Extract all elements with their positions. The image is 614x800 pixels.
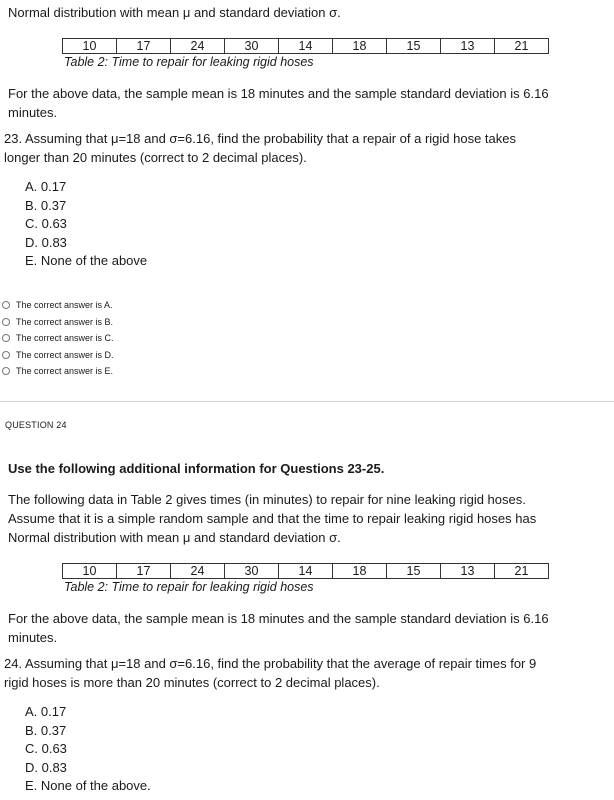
choice-c: C. 0.63 [25,741,67,756]
answer-option-e[interactable] [2,363,114,380]
choice-c: C. 0.63 [25,216,67,231]
q23-intro-tail: Normal distribution with mean μ and standard deviation σ. [8,5,341,20]
radio-button[interactable] [2,367,10,375]
table-row [63,39,549,54]
text-line: longer than 20 minutes (correct to 2 decimal places). [4,150,307,165]
text-line: For the above data, the sample mean is 18 minutes and the sample standard deviation is 6.16 [8,611,549,626]
text-line: 24. Assuming that μ=18 and σ=6.16, find the probability that the average of repair times for 9 [4,656,537,671]
radio-button[interactable] [2,334,10,342]
q23-choices [25,178,147,271]
table-cell: 10 [63,39,117,54]
q23-table-caption: Table 2: Time to repair for leaking rigid hoses [64,55,314,69]
table-cell: 13 [441,39,495,54]
radio-button[interactable] [2,351,10,359]
q23-stats-text [8,84,549,122]
table-cell: 24 [171,39,225,54]
table-cell: 15 [387,564,441,579]
choice-b: B. 0.37 [25,722,67,738]
q23-answer-options [2,297,114,380]
table-cell: 18 [333,39,387,54]
answer-option-a[interactable] [2,297,114,314]
table-cell: 18 [333,564,387,579]
q24-description [8,490,536,547]
text-line: The following data in Table 2 gives times (in minutes) to repair for nine leaking rigid hoses. [8,492,526,507]
table-cell: 14 [279,39,333,54]
q24-data-table [62,563,549,579]
answer-label: The correct answer is E. [16,366,114,377]
radio-button[interactable] [2,318,10,326]
table-cell: 13 [441,564,495,579]
question-24-header: QUESTION 24 [5,420,67,430]
q23-data-table [62,38,549,54]
table-cell: 30 [225,564,279,579]
text-line: Normal distribution with mean μ and standard deviation σ. [8,530,341,545]
q24-stats-text [8,609,549,647]
table-cell: 21 [495,39,549,54]
q24-choices [25,703,151,796]
text-line: For the above data, the sample mean is 18 minutes and the sample standard deviation is 6.16 [8,86,549,101]
table-row [63,564,549,579]
choice-a: A. 0.17 [25,704,67,719]
answer-label: The correct answer is B. [16,316,114,327]
answer-label: The correct answer is C. [16,333,114,344]
choice-d: D. 0.83 [25,759,67,775]
table-cell: 15 [387,39,441,54]
answer-option-b[interactable] [2,314,114,331]
text-line: 23. Assuming that μ=18 and σ=6.16, find the probability that a repair of a rigid hose takes [4,131,517,146]
text-line: minutes. [8,105,58,120]
table-cell: 10 [63,564,117,579]
q24-table-caption: Table 2: Time to repair for leaking rigid hoses [64,580,314,594]
choice-e: E. None of the above. [25,778,151,793]
question-divider [0,401,614,402]
choice-b: B. 0.37 [25,197,67,213]
q23-question-text [4,129,516,167]
q24-question-text [4,654,536,692]
table-cell: 17 [117,39,171,54]
table-cell: 17 [117,564,171,579]
choice-e: E. None of the above [25,253,148,268]
text-line: rigid hoses is more than 20 minutes (correct to 2 decimal places). [4,675,380,690]
radio-button[interactable] [2,301,10,309]
text-line: minutes. [8,630,58,645]
table-cell: 14 [279,564,333,579]
table-cell: 21 [495,564,549,579]
answer-option-c[interactable] [2,330,114,347]
q24-instruction: Use the following additional information for Questions 23-25. [8,461,385,476]
answer-label: The correct answer is A. [16,300,113,311]
table-cell: 30 [225,39,279,54]
text-line: Assume that it is a simple random sample and that the time to repair leaking rigid hoses has [8,511,537,526]
choice-d: D. 0.83 [25,234,67,250]
choice-a: A. 0.17 [25,179,67,194]
table-cell: 24 [171,564,225,579]
answer-option-d[interactable] [2,347,114,364]
answer-label: The correct answer is D. [16,349,114,360]
